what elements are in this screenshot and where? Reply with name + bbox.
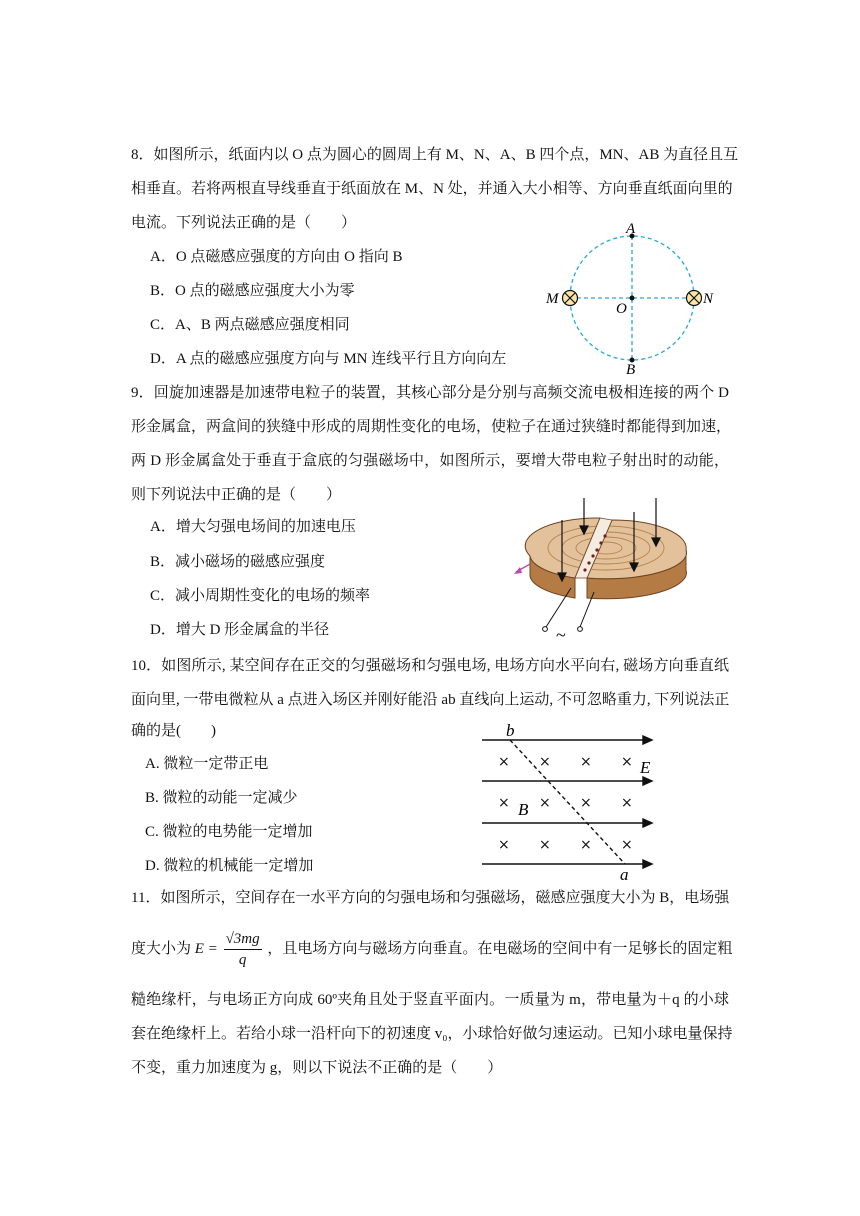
- q8-circle-figure: [540, 218, 740, 378]
- cross-mark: ×: [539, 795, 551, 811]
- q9-option-a: A．增大匀强电场间的加速电压: [150, 519, 356, 535]
- cross-mark: ×: [580, 795, 592, 811]
- q8-option-c: C．A、B 两点磁感应强度相同: [150, 317, 350, 333]
- wire-m-into-page: [563, 291, 578, 306]
- label-m: M: [546, 291, 559, 307]
- q11-eq-denominator: q: [238, 952, 247, 969]
- cross-mark: ×: [498, 837, 510, 853]
- q11-line4: 套在绝缘杆上。若给小球一沿杆向下的初速度 v₀，小球恰好做匀速运动。已知小球电量保持: [131, 1026, 733, 1042]
- q10-field-figure: [475, 718, 665, 883]
- cross-mark: ×: [498, 795, 510, 811]
- cross-mark: ×: [539, 837, 551, 853]
- q11-fraction: [224, 929, 262, 970]
- q11-line5: 不变，重力加速度为 g，则以下说法不正确的是（ ）: [131, 1060, 503, 1076]
- q9-option-b: B．减小磁场的磁感应强度: [150, 554, 326, 570]
- q10-option-c: C. 微粒的电势能一定增加: [145, 824, 313, 840]
- q11-line2-post: ，且电场方向与磁场方向垂直。在电磁场的空间中有一足够长的固定粗: [267, 941, 733, 957]
- q9-line1: 9．回旋加速器是加速带电粒子的装置，其核心部分是分别与高频交流电极相连接的两个 D: [131, 385, 729, 401]
- q8-line1: 8．如图所示，纸面内以 O 点为圆心的圆周上有 M、N、A、B 四个点，MN、AB 为直径且互: [131, 147, 739, 163]
- cross-mark: ×: [621, 754, 633, 770]
- cross-mark: ×: [539, 754, 551, 770]
- wire-n-into-page: [687, 291, 702, 306]
- q10-line3: 确的是( ): [131, 723, 216, 739]
- q11-line3: 糙绝缘杆，与电场正方向成 60º夹角且处于竖直平面内。一质量为 m，带电量为＋q 的小球: [131, 992, 729, 1008]
- label-b-point: b: [506, 721, 515, 740]
- q8-line3: 电流。下列说法正确的是（ ）: [131, 215, 357, 231]
- q9-line4: 则下列说法中正确的是（ ）: [131, 487, 342, 503]
- q8-option-d: D．A 点的磁感应强度方向与 MN 连线平行且方向向左: [150, 351, 507, 367]
- q11-line1: 11．如图所示，空间存在一水平方向的匀强电场和匀强磁场，磁感应强度大小为 B，电场强: [131, 890, 730, 906]
- q11-eq-numerator: √3mg: [224, 929, 262, 950]
- label-b-field: B: [518, 800, 529, 819]
- q10-line1: 10．如图所示, 某空间存在正交的匀强磁场和匀强电场, 电场方向水平向右, 磁场方向垂直纸: [131, 658, 729, 674]
- label-b: B: [626, 362, 636, 378]
- q8-line2: 相垂直。若将两根直导线垂直于纸面放在 M、N 处，并通入大小相等、方向垂直纸面向里的: [131, 181, 733, 197]
- q10-option-a: A. 微粒一定带正电: [145, 756, 269, 772]
- label-o: O: [616, 301, 627, 317]
- q9-option-c: C．减小周期性变化的电场的频率: [150, 588, 371, 604]
- q8-option-b: B．O 点的磁感应强度大小为零: [150, 283, 355, 299]
- q10-line2: 面向里, 一带电微粒从 a 点进入场区并刚好能沿 ab 直线向上运动, 不可忽略重力, 下列说法正: [131, 692, 730, 708]
- q9-line3: 两 D 形金属盒处于垂直于盒底的匀强磁场中，如图所示，要增大带电粒子射出时的动能，: [131, 453, 729, 469]
- label-a-point: a: [620, 865, 629, 883]
- label-n: N: [703, 291, 714, 307]
- q9-cyclotron-figure: [510, 495, 710, 645]
- q11-eq-lhs: E =: [194, 941, 218, 957]
- cross-mark: ×: [498, 754, 510, 770]
- q10-option-d: D. 微粒的机械能一定增加: [145, 858, 314, 874]
- q11-line2-pre: 度大小为: [131, 941, 192, 957]
- q8-option-a: A．O 点磁感应强度的方向由 O 指向 B: [150, 249, 403, 265]
- q9-option-d: D．增大 D 形金属盒的半径: [150, 622, 330, 638]
- q10-option-b: B. 微粒的动能一定减少: [145, 790, 298, 806]
- cross-mark: ×: [621, 795, 633, 811]
- label-a: A: [626, 221, 636, 237]
- point-o: [630, 296, 635, 301]
- cross-mark: ×: [580, 837, 592, 853]
- q11-line2: [131, 926, 732, 972]
- cross-mark: ×: [580, 754, 592, 770]
- ac-symbol: ~: [556, 625, 566, 645]
- label-e-field: E: [640, 758, 651, 777]
- cross-mark: ×: [621, 837, 633, 853]
- q9-line2: 形金属盒，两盒间的狭缝中形成的周期性变化的电场，使粒子在通过狭缝时都能得到加速，: [131, 419, 732, 435]
